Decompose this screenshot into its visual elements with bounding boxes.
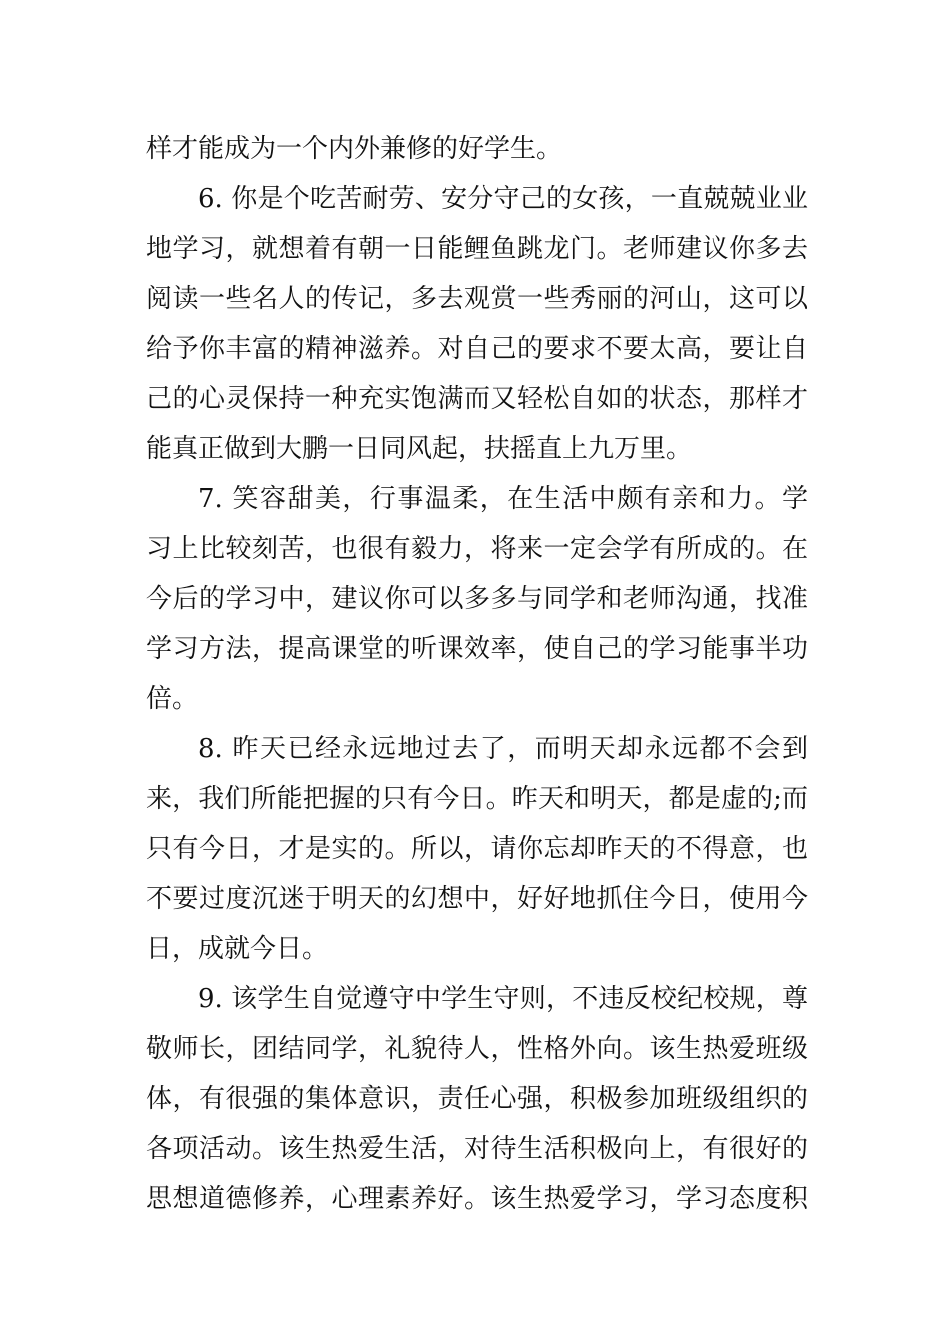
text-line: 来，我们所能把握的只有今日。昨天和明天，都是虚的;而: [146, 784, 808, 814]
text-line: 思想道德修养，心理素养好。该生热爱学习，学习态度积: [146, 1184, 808, 1214]
text-line: 样才能成为一个内外兼修的好学生。: [146, 134, 563, 164]
text-line: 给予你丰富的精神滋养。对自己的要求不要太高，要让自: [146, 334, 808, 364]
paragraph-9-first-line: 9. 该学生自觉遵守中学生守则，不违反校纪校规，尊: [198, 984, 808, 1014]
text-line: 倍。: [146, 684, 199, 714]
document-body: [146, 124, 808, 1224]
paragraph-6-first-line: 6. 你是个吃苦耐劳、安分守己的女孩，一直兢兢业业: [198, 184, 808, 214]
text-line: 体，有很强的集体意识，责任心强，积极参加班级组织的: [146, 1084, 808, 1114]
text-line: 己的心灵保持一种充实饱满而又轻松自如的状态，那样才: [146, 384, 808, 414]
text-line: 今后的学习中，建议你可以多多与同学和老师沟通，找准: [146, 584, 808, 614]
paragraph-7-first-line: 7. 笑容甜美，行事温柔，在生活中颇有亲和力。学: [198, 484, 808, 514]
text-line: 不要过度沉迷于明天的幻想中，好好地抓住今日，使用今: [146, 884, 808, 914]
text-line: 日，成就今日。: [146, 934, 329, 964]
paragraph-8-first-line: 8. 昨天已经永远地过去了，而明天却永远都不会到: [198, 734, 808, 764]
text-line: 敬师长，团结同学，礼貌待人，性格外向。该生热爱班级: [146, 1034, 808, 1064]
text-line: 能真正做到大鹏一日同风起，扶摇直上九万里。: [146, 434, 693, 464]
text-line: 各项活动。该生热爱生活，对待生活积极向上，有很好的: [146, 1134, 808, 1164]
text-line: 阅读一些名人的传记，多去观赏一些秀丽的河山，这可以: [146, 284, 808, 314]
text-line: 习上比较刻苦，也很有毅力，将来一定会学有所成的。在: [146, 534, 808, 564]
text-line: 学习方法，提高课堂的听课效率，使自己的学习能事半功: [146, 634, 808, 664]
text-line: 地学习，就想着有朝一日能鲤鱼跳龙门。老师建议你多去: [146, 234, 808, 264]
text-line: 只有今日，才是实的。所以，请你忘却昨天的不得意，也: [146, 834, 808, 864]
